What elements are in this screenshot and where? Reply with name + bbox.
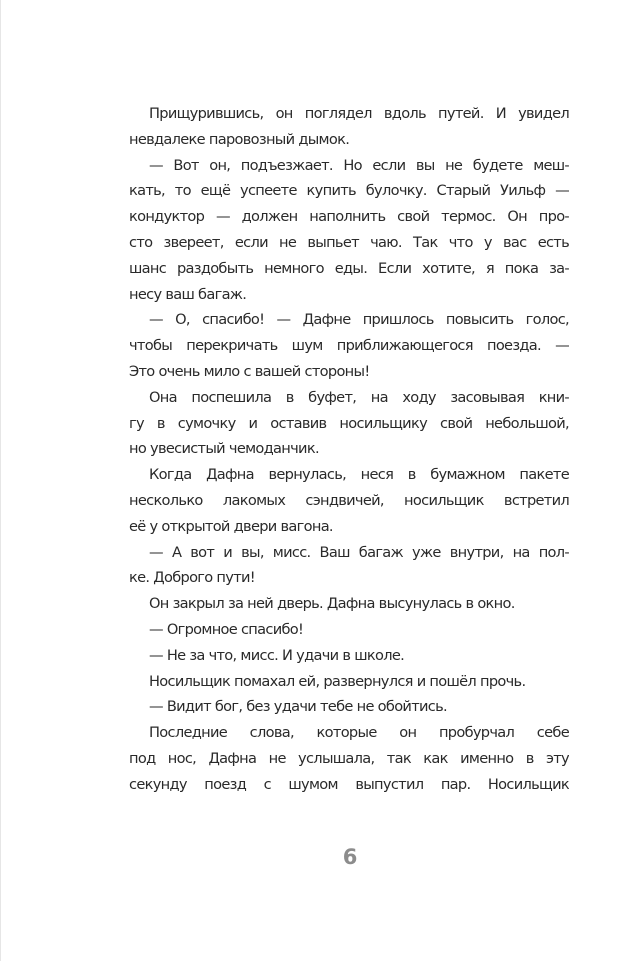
text-line: сто звереет, если не выпьет чаю. Так что у вас есть [129,233,569,251]
text-line: кать, то ещё успеете купить булочку. Старый Уильф — [129,182,569,200]
text-line: — О, спасибо! — Дафне пришлось повысить голос, [149,311,569,329]
text-line: несколько лакомых сэндвичей, носильщик встретил [129,491,569,509]
text-line: но увесистый чемоданчик. [129,440,319,458]
text-line: секунду поезд с шумом выпустил пар. Носильщик [129,775,569,793]
text-line: Она поспешила в буфет, на ходу засовывая кни- [149,388,569,406]
text-line: несу ваш багаж. [129,285,247,303]
text-line: шанс раздобыть немного еды. Если хотите, я пока за- [129,259,569,277]
text-line: Когда Дафна вернулась, неся в бумажном пакете [149,466,569,484]
text-line: — Вот он, подъезжает. Но если вы не будете меш- [149,156,569,174]
text-line: — Видит бог, без удачи тебе не обойтись. [149,698,447,716]
text-line: её у открытой двери вагона. [129,517,333,535]
text-line: — Не за что, мисс. И удачи в школе. [149,646,405,664]
text-line: гу в сумочку и оставив носильщику свой небольшой, [129,414,569,432]
text-line: чтобы перекричать шум приближающегося поезда. — [129,337,569,355]
text-line: Это очень мило с вашей стороны! [129,362,370,380]
text-line: под нос, Дафна не услышала, так как именно в эту [129,749,569,767]
page-number: 6 [342,845,358,869]
text-line: Он закрыл за ней дверь. Дафна высунулась в окно. [149,595,515,613]
body-text [129,101,569,798]
text-line: Носильщик помахал ей, развернулся и пошёл прочь. [149,672,526,690]
text-line: Последние слова, которые он пробурчал себе [149,724,569,742]
text-line: невдалеке паровозный дымок. [129,130,350,148]
text-line: ке. Доброго пути! [129,569,255,587]
text-line: Прищурившись, он поглядел вдоль путей. И увидел [149,105,569,122]
text-line: кондуктор — должен наполнить свой термос. Он про- [129,208,569,226]
text-line: — А вот и вы, мисс. Ваш багаж уже внутри, на пол- [149,543,569,561]
text-line: — Огромное спасибо! [149,620,304,638]
